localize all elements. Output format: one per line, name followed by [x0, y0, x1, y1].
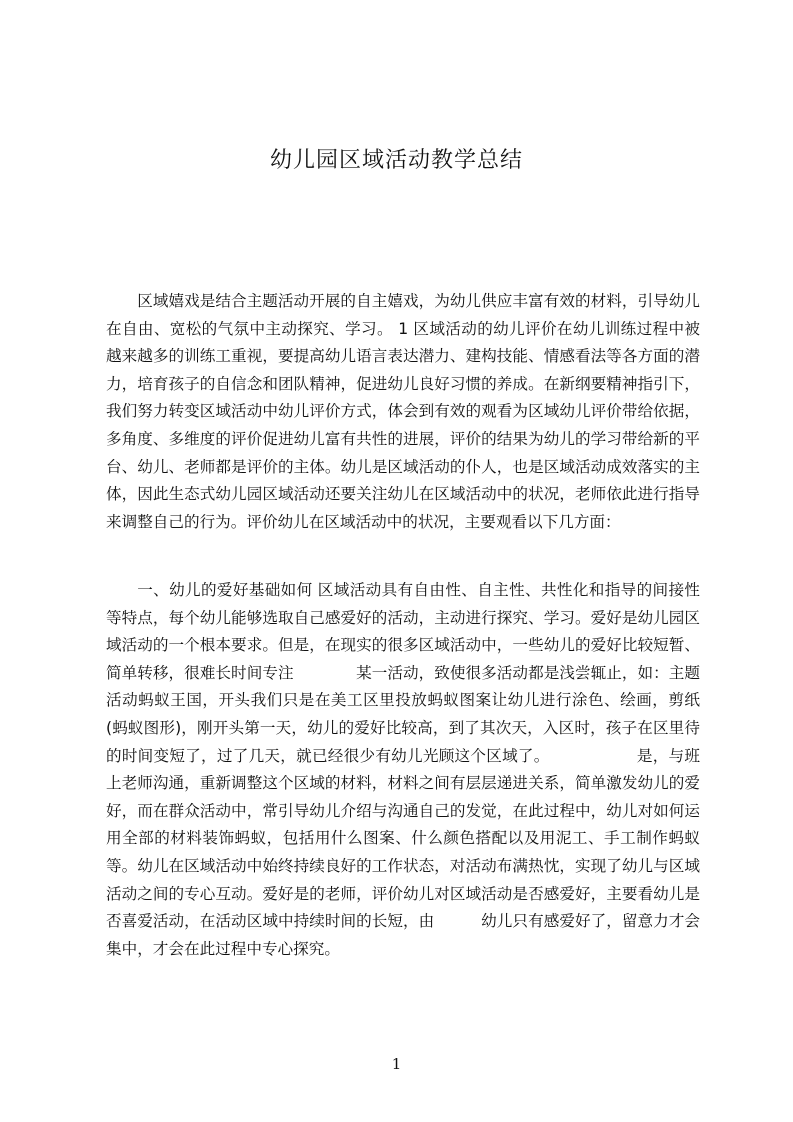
body-paragraph: 区域嬉戏是结合主题活动开展的自主嬉戏，为幼儿供应丰富有效的材料，引导幼儿在自由、宽松的气氛中主动探究、学习。 1 区域活动的幼儿评价在幼儿训练过程中被越来越多的训练工重视，要提高幼儿语言表达潜力、建构技能、情感看法等各方面的潜力，培育孩子的自信念和团队精神，促进幼儿良好习惯的养成。在新纲要精神指引下，我们努力转变区域活动中幼儿评价方式，体会到有效的观看为区域幼儿评价带给依据，多角度、多维度的评价促进幼儿富有共性的进展，评价的结果为幼儿的学习带给新的平台、幼儿、老师都是评价的主体。幼儿是区域活动的仆人，也是区域活动成效落实的主体，因此生态式幼儿园区域活动还要关注幼儿在区域活动中的状况，老师依此进行指导来调整自己的行为。评价幼儿在区域活动中的状况，主要观看以下几方面：	[106, 292, 700, 531]
page-number: 1	[391, 1055, 402, 1073]
body-paragraph: 一、幼儿的爱好基础如何 区域活动具有自由性、自主性、共性化和指导的间接性等特点，每个幼儿能够选取自己感爱好的活动，主动进行探究、学习。爱好是幼儿园区域活动的一个根本要求。但是，在现实的很多区域活动中，一些幼儿的爱好比较短暂、简单转移，很难长时间专注 某一活动，致使很多活动都是浅尝辄止，如：主题活动蚂蚁王国，开头我们只是在美工区里投放蚂蚁图案让幼儿进行涂色、绘画，剪纸(蚂蚁图形)，刚开头第一天，幼儿的爱好比较高，到了其次天，入区时，孩子在区里待的时间变短了，过了几天，就已经很少有幼儿光顾这个区域了。 是，与班上老师沟通，重新调整这个区域的材料，材料之间有层层递进关系，简单激发幼儿的爱好，而在群众活动中，常引导幼儿介绍与沟通自己的发觉，在此过程中，幼儿对如何运用全部的材料装饰蚂蚁，包括用什么图案、什么颜色搭配以及用泥工、手工制作蚂蚁等。幼儿在区域活动中始终持续良好的工作状态，对活动布满热忱，实现了幼儿与区域活动之间的专心互动。爱好是的老师，评价幼儿对区域活动是否感爱好，主要看幼儿是否喜爱活动，在活动区域中持续时间的长短，由 幼儿只有感爱好了，留意力才会集中，才会在此过程中专心探究。	[106, 581, 700, 958]
document-title: 幼儿园区域活动教学总结	[269, 148, 523, 173]
